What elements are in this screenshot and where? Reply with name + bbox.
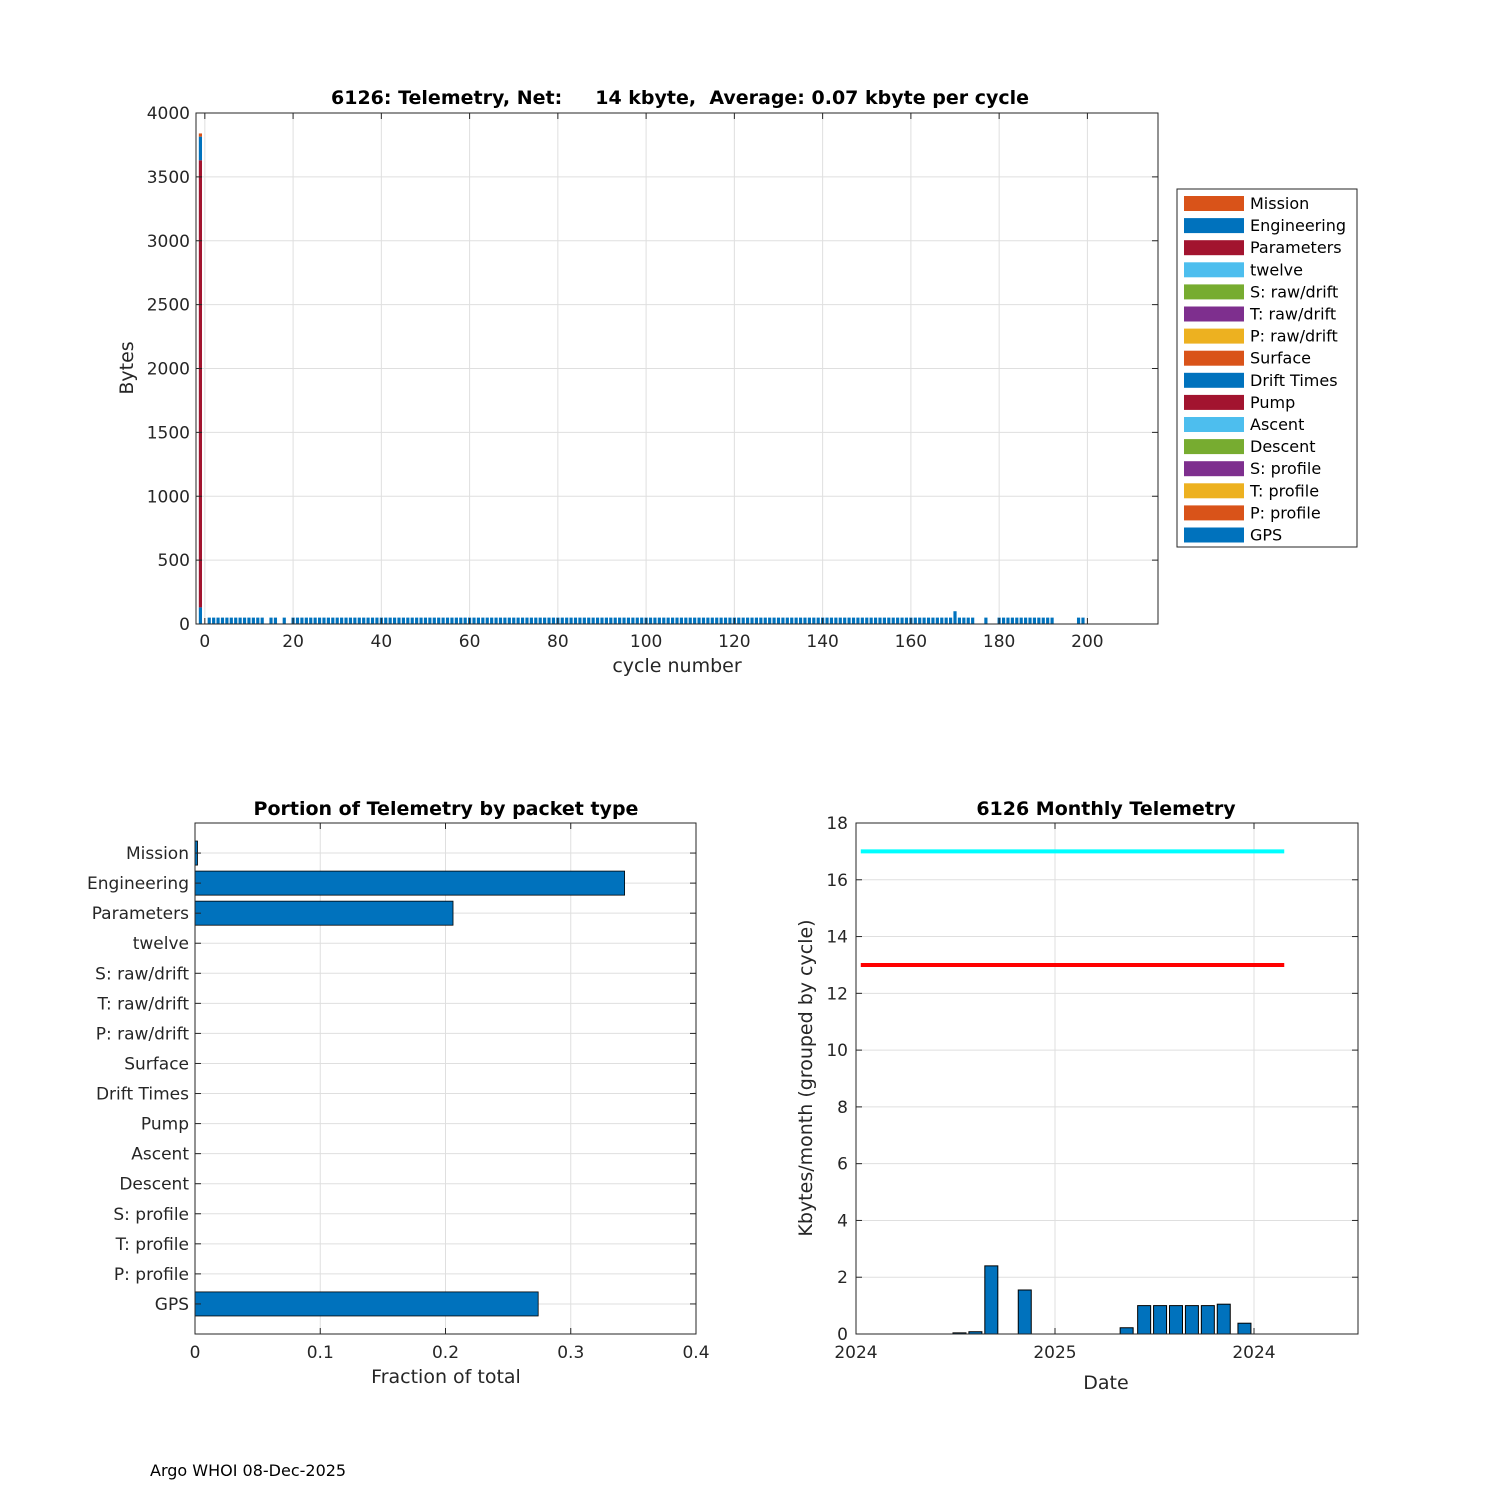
c1-legend-label: P: profile: [1250, 503, 1321, 523]
c1-bar-segment: [199, 607, 202, 624]
c1-legend-swatch: [1184, 395, 1244, 410]
c1-bar: [971, 618, 974, 624]
c1-bar: [543, 618, 546, 624]
c1-bar: [225, 618, 228, 624]
c1-bar: [362, 618, 365, 624]
c1-bar: [1028, 618, 1031, 624]
c1-x-tick-label: 120: [718, 632, 751, 652]
c3-bar: [1185, 1306, 1198, 1334]
c1-legend-label: P: raw/drift: [1250, 326, 1338, 346]
c1-bar: [274, 618, 277, 624]
c1-bar: [790, 618, 793, 624]
c1-legend-swatch: [1184, 417, 1244, 432]
c1-bar: [949, 618, 952, 624]
c1-bar: [817, 618, 820, 624]
c1-x-tick-label: 20: [282, 632, 304, 652]
c1-bar: [477, 618, 480, 624]
c2-bar: [195, 901, 453, 925]
c3-x-tick-label: 2024: [1232, 1343, 1276, 1363]
c1-bar: [724, 618, 727, 624]
c2-bar: [195, 871, 625, 895]
c1-bar: [883, 618, 886, 624]
c3-bar: [1154, 1306, 1167, 1334]
c1-legend-swatch: [1184, 373, 1244, 388]
c1-bar: [684, 618, 687, 624]
c1-bar: [755, 618, 758, 624]
c1-bar: [239, 618, 242, 624]
c1-y-tick-label: 1500: [146, 423, 190, 444]
c1-bar: [768, 618, 771, 624]
c1-bar: [896, 618, 899, 624]
c1-legend-swatch: [1184, 505, 1244, 520]
c1-bar: [583, 618, 586, 624]
c3-y-tick-label: 16: [826, 870, 848, 891]
c1-legend-label: Mission: [1250, 194, 1310, 213]
c1-bar: [243, 618, 246, 624]
c3-y-tick-label: 8: [837, 1097, 848, 1118]
c1-bar: [459, 618, 462, 624]
c2-category-label: Surface: [124, 1054, 189, 1075]
c1-bar: [309, 618, 312, 624]
c2-category-label: Drift Times: [95, 1084, 189, 1105]
c1-bar: [503, 618, 506, 624]
c1-bar: [565, 618, 568, 624]
c1-bar: [578, 618, 581, 624]
c1-bar: [622, 618, 625, 624]
c1-bar: [905, 618, 908, 624]
c1-bar: [349, 618, 352, 624]
c2-title: Portion of Telemetry by packet type: [253, 798, 639, 820]
c1-bar: [711, 618, 714, 624]
c3-y-tick-label: 18: [826, 814, 848, 834]
footer-credit: Argo WHOI 08-Dec-2025: [150, 1461, 347, 1480]
c1-bar: [830, 618, 833, 624]
c1-legend-label: Drift Times: [1250, 370, 1338, 390]
c1-legend-swatch: [1184, 284, 1244, 299]
c1-legend-swatch: [1184, 483, 1244, 498]
c1-bar: [499, 618, 502, 624]
c2-x-tick-label: 0.1: [306, 1343, 334, 1363]
c1-bar: [865, 618, 868, 624]
c1-bar: [424, 618, 427, 624]
c1-x-tick-label: 180: [982, 632, 1016, 652]
c1-bar: [900, 618, 903, 624]
c1-legend-label: Engineering: [1250, 216, 1346, 236]
c1-bar: [746, 618, 749, 624]
c1-bar: [561, 618, 564, 624]
c1-bar: [614, 618, 617, 624]
c1-bar: [344, 618, 347, 624]
c2-category-label: T: profile: [115, 1234, 189, 1255]
c1-bar: [433, 618, 436, 624]
c1-bar: [675, 618, 678, 624]
c1-bar: [419, 618, 422, 624]
c1-bar: [318, 618, 321, 624]
c3-bar: [985, 1266, 998, 1334]
c1-bar: [490, 618, 493, 624]
c1-bar: [812, 618, 815, 624]
c1-legend-label: S: profile: [1250, 459, 1322, 479]
c1-bar: [918, 618, 921, 624]
c1-bar: [1077, 618, 1080, 624]
c3-x-tick-label: 2025: [1033, 1343, 1077, 1363]
c2-category-label: P: raw/drift: [95, 1024, 189, 1045]
c1-bar: [931, 618, 934, 624]
c1-bar: [631, 618, 634, 624]
c1-bar: [1011, 618, 1014, 624]
c1-bar: [737, 618, 740, 624]
c1-bar: [715, 618, 718, 624]
c3-bar: [1217, 1304, 1230, 1334]
c1-bar: [1020, 618, 1023, 624]
c1-bar: [653, 618, 656, 624]
c3-y-tick-label: 10: [826, 1041, 848, 1062]
c3-bar: [1138, 1306, 1151, 1334]
c1-legend-swatch: [1184, 307, 1244, 322]
c1-bar: [706, 618, 709, 624]
c1-legend-label: Pump: [1250, 392, 1296, 412]
c1-bar: [702, 618, 705, 624]
c1-legend-label: Surface: [1250, 348, 1311, 368]
c1-bar: [547, 618, 550, 624]
c1-bar: [834, 618, 837, 624]
c1-title: 6126: Telemetry, Net: 14 kbyte, Average: 0.07 kbyte per cycle: [331, 87, 1029, 109]
c3-bar: [1169, 1306, 1182, 1334]
c1-bar: [327, 618, 330, 624]
c1-bar: [230, 618, 233, 624]
c1-bar: [208, 618, 211, 624]
c1-bar: [843, 618, 846, 624]
c1-bar: [508, 618, 511, 624]
c1-bar: [314, 618, 317, 624]
c1-bar: [958, 618, 961, 624]
c1-bar: [406, 618, 409, 624]
c1-bar: [781, 618, 784, 624]
c1-y-tick-label: 2000: [146, 359, 190, 380]
c1-bar: [481, 618, 484, 624]
c1-bar: [283, 618, 286, 624]
c1-legend-label: Parameters: [1250, 238, 1342, 258]
c1-legend-label: S: raw/drift: [1250, 282, 1339, 302]
c1-bar: [742, 618, 745, 624]
c1-y-tick-label: 500: [157, 551, 190, 572]
monthly-telemetry-chart: [795, 798, 1358, 1394]
c1-bar: [808, 618, 811, 624]
c1-bar: [945, 618, 948, 624]
c2-category-label: Mission: [125, 844, 189, 865]
c1-bar: [689, 618, 692, 624]
c1-bar-segment: [199, 160, 202, 607]
c2-category-label: twelve: [132, 934, 189, 955]
c1-bar: [1024, 618, 1027, 624]
c1-legend-label: T: raw/drift: [1250, 304, 1337, 324]
c1-bar: [1015, 618, 1018, 624]
c1-bar: [795, 618, 798, 624]
c1-bar: [247, 618, 250, 624]
c2-x-tick-label: 0.2: [431, 1343, 460, 1363]
c1-bar: [874, 618, 877, 624]
c1-legend-swatch: [1184, 262, 1244, 277]
c1-bar: [256, 618, 259, 624]
c1-legend-swatch: [1184, 439, 1244, 454]
telemetry-per-cycle-chart: [116, 87, 1357, 677]
c1-bar: [848, 618, 851, 624]
c1-bar: [494, 618, 497, 624]
c3-x-tick-label: 2024: [834, 1343, 878, 1363]
c1-bar: [636, 618, 639, 624]
c1-bar: [221, 618, 224, 624]
c2-category-label: P: profile: [113, 1264, 189, 1285]
c3-ylabel: Kbytes/month (grouped by cycle): [795, 919, 817, 1237]
c1-bar: [967, 618, 970, 624]
c2-category-label: GPS: [154, 1294, 189, 1315]
c1-bar: [371, 618, 374, 624]
c1-bar: [662, 618, 665, 624]
c1-legend-swatch: [1184, 329, 1244, 344]
c1-bar: [693, 618, 696, 624]
c1-bar: [861, 618, 864, 624]
c1-bar: [927, 618, 930, 624]
c1-x-tick-label: 40: [370, 632, 393, 652]
c2-x-tick-label: 0.3: [557, 1343, 585, 1363]
c1-bar: [525, 618, 528, 624]
c1-bar: [322, 618, 325, 624]
c1-xlabel: cycle number: [612, 655, 742, 677]
c1-x-tick-label: 140: [806, 632, 839, 652]
c1-legend-label: GPS: [1250, 525, 1283, 545]
c1-bar: [397, 618, 400, 624]
c1-bar: [887, 618, 890, 624]
c1-bar: [750, 618, 753, 624]
c1-bar: [759, 618, 762, 624]
c1-bar: [609, 618, 612, 624]
c1-legend-swatch: [1184, 528, 1244, 543]
c1-legend-label: Ascent: [1250, 415, 1305, 434]
c1-legend-swatch: [1184, 218, 1244, 233]
c3-y-tick-label: 4: [837, 1211, 848, 1232]
c1-x-tick-label: 160: [894, 632, 928, 652]
c1-x-tick-label: 60: [458, 632, 481, 652]
c1-bar: [521, 618, 524, 624]
c1-legend-swatch: [1184, 351, 1244, 366]
portion-by-packet-type-chart: [87, 798, 710, 1388]
c1-bar: [658, 618, 661, 624]
c1-bar: [530, 618, 533, 624]
c1-bar: [428, 618, 431, 624]
c1-bar: [914, 618, 917, 624]
c1-bar: [728, 618, 731, 624]
c1-bar: [1037, 618, 1040, 624]
c1-bar: [367, 618, 370, 624]
c2-bar: [195, 1292, 538, 1316]
c1-bar-segment: [199, 133, 202, 136]
c1-bar: [984, 618, 987, 624]
c1-bar: [353, 618, 356, 624]
c1-bar: [1081, 618, 1084, 624]
c1-bar: [923, 618, 926, 624]
c1-bar: [605, 618, 608, 624]
c1-bar: [234, 618, 237, 624]
c1-bar: [411, 618, 414, 624]
c2-category-label: T: raw/drift: [97, 994, 189, 1015]
c1-bar: [940, 618, 943, 624]
c1-bar: [596, 618, 599, 624]
c1-bar: [574, 618, 577, 624]
c1-bar: [697, 618, 700, 624]
c2-category-label: Engineering: [87, 874, 189, 895]
c1-bar: [680, 618, 683, 624]
c1-bar: [517, 618, 520, 624]
c1-bar: [936, 618, 939, 624]
c1-bar: [464, 618, 467, 624]
c1-bar: [300, 618, 303, 624]
c1-bar: [415, 618, 418, 624]
c1-bar: [892, 618, 895, 624]
c1-bar: [640, 618, 643, 624]
c3-bar: [1120, 1328, 1133, 1334]
c1-bar: [539, 618, 542, 624]
c3-title: 6126 Monthly Telemetry: [976, 798, 1236, 820]
c1-x-tick-label: 0: [199, 632, 211, 652]
c1-y-tick-label: 1000: [146, 487, 190, 508]
c1-bar: [803, 618, 806, 624]
c1-bar: [772, 618, 775, 624]
c1-bar: [839, 618, 842, 624]
c1-y-tick-label: 3500: [146, 167, 190, 188]
c1-bar: [216, 618, 219, 624]
c1-legend-swatch: [1184, 240, 1244, 255]
c1-bar: [269, 618, 272, 624]
c1-bar: [953, 611, 956, 624]
c3-bar: [1238, 1323, 1251, 1334]
c1-bar: [296, 618, 299, 624]
c3-bar: [1201, 1306, 1214, 1334]
c1-bar: [384, 618, 387, 624]
c1-legend-label: twelve: [1250, 260, 1303, 280]
c1-bar: [305, 618, 308, 624]
c3-y-tick-label: 2: [837, 1268, 848, 1289]
c1-bar: [446, 618, 449, 624]
c1-legend-label: Descent: [1250, 437, 1316, 457]
c1-x-tick-label: 80: [547, 632, 569, 652]
c1-bar: [358, 618, 361, 624]
c3-y-tick-label: 6: [837, 1154, 848, 1175]
c1-bar: [442, 618, 445, 624]
c1-legend-swatch: [1184, 196, 1244, 211]
c1-bar: [512, 618, 515, 624]
c1-bar: [825, 618, 828, 624]
c1-bar: [1033, 618, 1036, 624]
c1-bar: [393, 618, 396, 624]
c1-bar: [212, 618, 215, 624]
c1-bar-segment: [199, 137, 202, 161]
c1-bar: [799, 618, 802, 624]
c1-bar: [389, 618, 392, 624]
c1-bar: [1006, 618, 1009, 624]
c1-bar: [592, 618, 595, 624]
c3-y-tick-label: 14: [826, 927, 848, 948]
c1-bar: [472, 618, 475, 624]
c2-x-tick-label: 0.4: [682, 1343, 710, 1363]
c1-legend: [1177, 189, 1357, 547]
c1-bar: [671, 618, 674, 624]
c1-bar: [1002, 618, 1005, 624]
c2-xlabel: Fraction of total: [371, 1366, 521, 1388]
c1-bar: [764, 618, 767, 624]
c2-category-label: S: raw/drift: [95, 964, 189, 985]
c1-bar: [600, 618, 603, 624]
c2-category-label: Ascent: [131, 1144, 189, 1165]
c3-y-tick-label: 0: [837, 1325, 848, 1345]
c1-bar: [402, 618, 405, 624]
c1-bar: [375, 618, 378, 624]
c3-bar: [1018, 1290, 1031, 1334]
c1-bar: [455, 618, 458, 624]
c2-category-label: Parameters: [91, 904, 189, 925]
c1-bar: [1046, 618, 1049, 624]
c2-category-label: Descent: [119, 1174, 189, 1195]
c1-y-tick-label: 3000: [146, 231, 190, 252]
c1-bar: [618, 618, 621, 624]
c1-legend-label: T: profile: [1250, 481, 1320, 501]
c2-category-label: Pump: [140, 1114, 189, 1135]
c1-bar: [450, 618, 453, 624]
c1-x-tick-label: 200: [1071, 632, 1104, 652]
c1-legend-swatch: [1184, 461, 1244, 476]
c1-bar: [1042, 618, 1045, 624]
c1-bar: [852, 618, 855, 624]
c1-y-tick-label: 0: [179, 615, 190, 635]
c1-bar: [336, 618, 339, 624]
c1-bar: [786, 618, 789, 624]
c1-bar: [552, 618, 555, 624]
c3-y-tick-label: 12: [826, 984, 848, 1005]
c1-bar: [649, 618, 652, 624]
c1-bar: [878, 618, 881, 624]
c3-xlabel: Date: [1083, 1372, 1129, 1394]
c1-bar: [486, 618, 489, 624]
c1-ylabel: Bytes: [116, 341, 138, 395]
c1-bar: [534, 618, 537, 624]
c1-bar: [437, 618, 440, 624]
c1-bar: [252, 618, 255, 624]
c1-bar: [570, 618, 573, 624]
c1-bar: [331, 618, 334, 624]
c1-bar: [856, 618, 859, 624]
c1-bar: [962, 618, 965, 624]
c1-bar: [340, 618, 343, 624]
c1-y-tick-label: 4000: [146, 104, 190, 124]
c1-bar: [870, 618, 873, 624]
c1-x-tick-label: 100: [629, 632, 663, 652]
c1-bar: [261, 618, 264, 624]
c1-bar: [667, 618, 670, 624]
c1-bar: [777, 618, 780, 624]
c3-axes-background: [856, 823, 1358, 1334]
c1-bar: [720, 618, 723, 624]
c2-x-tick-label: 0: [189, 1343, 201, 1363]
c1-bar: [587, 618, 590, 624]
c2-category-label: S: profile: [113, 1204, 189, 1225]
c1-bar: [627, 618, 630, 624]
c1-y-tick-label: 2500: [146, 295, 190, 316]
c1-bar: [1051, 618, 1054, 624]
